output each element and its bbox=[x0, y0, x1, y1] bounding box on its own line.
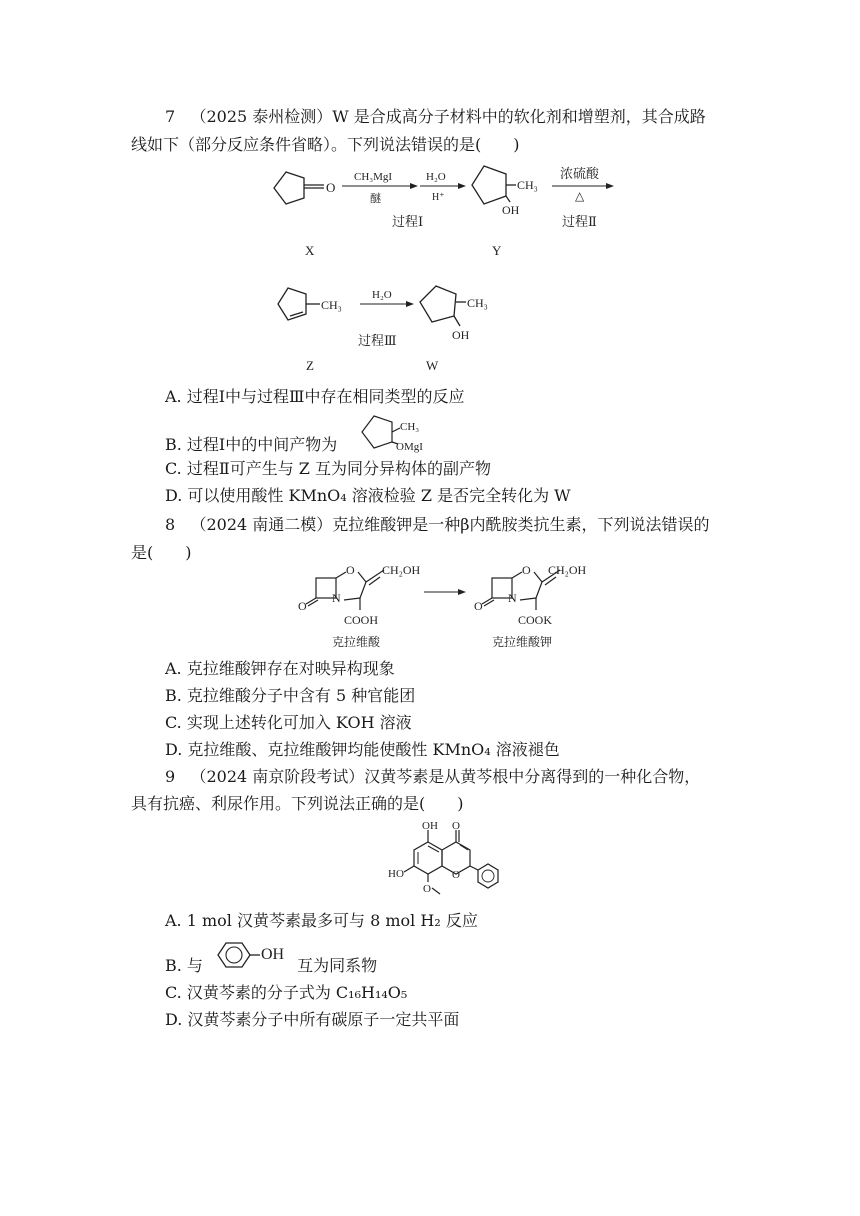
q8-option-c[interactable]: C. 实现上述转化可加入 KOH 溶液 bbox=[165, 713, 412, 732]
q9-number: 9 bbox=[165, 767, 176, 786]
label-x: X bbox=[305, 243, 315, 258]
q9-option-d[interactable]: D. 汉黄芩素分子中所有碳原子一定共平面 bbox=[165, 1010, 460, 1029]
clav-ring-o: O bbox=[346, 563, 355, 577]
label-z: Z bbox=[306, 358, 314, 373]
reagent1-top: CH₃MgI bbox=[354, 171, 393, 183]
q8-option-a[interactable]: A. 克拉维酸钾存在对映异构现象 bbox=[165, 659, 395, 678]
q9-option-b-prefix: B. 与 bbox=[165, 956, 203, 975]
wogonin-ring-o: O bbox=[452, 869, 460, 881]
z-ch3-label: CH₃ bbox=[321, 298, 342, 312]
reagent4-top: H₂O bbox=[372, 289, 392, 301]
x-ring bbox=[274, 172, 304, 204]
q7-stem-line1 bbox=[165, 106, 706, 128]
wogonin-ho: HO bbox=[388, 868, 404, 880]
q8-stem-line1 bbox=[165, 514, 710, 536]
wogonin-phenyl-ring bbox=[478, 864, 498, 888]
w-ring bbox=[420, 286, 456, 322]
q9-stem-text1: （2024 南京阶段考试）汉黄芩素是从黄芩根中分离得到的一种化合物， bbox=[190, 767, 701, 786]
q7-option-c[interactable]: C. 过程Ⅱ可产生与 Z 互为同分异构体的副产物 bbox=[165, 459, 492, 478]
label-w: W bbox=[426, 358, 439, 373]
reagent2-top: H₂O bbox=[426, 171, 446, 183]
y-ring bbox=[472, 166, 506, 204]
clav-ch2oh-label: CH₂OH bbox=[382, 563, 421, 577]
clav-n-label: N bbox=[332, 591, 341, 605]
q9-option-b-suffix: 互为同系物 bbox=[297, 956, 378, 975]
phenol-oh-label: OH bbox=[261, 946, 285, 963]
q8-stem-line2: 是( ) bbox=[131, 543, 192, 562]
q9-stem-line2: 具有抗癌、利尿作用。下列说法正确的是( ) bbox=[131, 794, 464, 813]
reagent2-bottom: H⁺ bbox=[432, 192, 445, 203]
w-ch3-label: CH₃ bbox=[467, 296, 488, 310]
q7-reaction-scheme-2 bbox=[276, 282, 496, 377]
k-clav-name: 克拉维酸钾 bbox=[492, 635, 553, 649]
reagent3-bottom: △ bbox=[575, 189, 585, 203]
step3-label: 过程Ⅲ bbox=[358, 333, 397, 348]
clav-name: 克拉维酸 bbox=[332, 635, 381, 649]
q7-option-a[interactable]: A. 过程Ⅰ中与过程Ⅲ中存在相同类型的反应 bbox=[165, 387, 465, 406]
label-y: Y bbox=[492, 243, 502, 258]
q9-option-b-phenol bbox=[208, 938, 292, 974]
q9-option-c[interactable]: C. 汉黄芩素的分子式为 C₁₆H₁₄O₅ bbox=[165, 983, 408, 1002]
wogonin-oh-top: OH bbox=[422, 820, 438, 832]
step1-label: 过程Ⅰ bbox=[392, 214, 424, 229]
omgi-label: OMgI bbox=[396, 441, 423, 453]
k-clav-ring-o: O bbox=[522, 563, 531, 577]
clav-cooh-label: COOH bbox=[344, 613, 379, 627]
q7-option-d[interactable]: D. 可以使用酸性 KMnO₄ 溶液检验 Z 是否完全转化为 W bbox=[165, 486, 571, 505]
q9-wogonin-structure bbox=[388, 818, 508, 898]
wogonin-methoxy-o: O bbox=[423, 883, 431, 895]
step2-label: 过程Ⅱ bbox=[562, 214, 597, 229]
q7-option-b-text: B. 过程Ⅰ中的中间产物为 bbox=[165, 435, 338, 454]
q8-option-d[interactable]: D. 克拉维酸、克拉维酸钾均能使酸性 KMnO₄ 溶液褪色 bbox=[165, 740, 560, 759]
k-clav-ch2oh-label: CH₂OH bbox=[548, 563, 587, 577]
wogonin-carbonyl-o: O bbox=[452, 820, 460, 832]
k-clav-ketone-o: O bbox=[474, 599, 483, 613]
k-clav-n-label: N bbox=[508, 591, 517, 605]
y-oh-label: OH bbox=[502, 203, 520, 217]
q8-reaction-scheme bbox=[296, 560, 596, 654]
q9-stem-line1 bbox=[165, 766, 700, 788]
q8-option-b[interactable]: B. 克拉维酸分子中含有 5 种官能团 bbox=[165, 686, 416, 705]
q7-option-b[interactable] bbox=[165, 434, 337, 456]
w-oh-label: OH bbox=[452, 328, 470, 342]
k-clav-cook-label: COOK bbox=[518, 613, 553, 627]
q8-stem-text1: （2024 南通二模）克拉维酸钾是一种β内酰胺类抗生素，下列说法错误的 bbox=[190, 515, 710, 534]
reagent3-top: 浓硫酸 bbox=[560, 166, 600, 181]
q7-stem-text1: （2025 泰州检测）W 是合成高分子材料中的软化剂和增塑剂，其合成路 bbox=[190, 107, 706, 126]
reagent1-bottom: 醚 bbox=[370, 193, 381, 205]
q7-reaction-scheme-1 bbox=[270, 160, 630, 260]
omgi-ch3-label: CH₃ bbox=[400, 421, 420, 433]
q7-option-b-structure bbox=[358, 408, 438, 456]
q8-number: 8 bbox=[165, 515, 176, 534]
q7-stem-line2: 线如下（部分反应条件省略）。下列说法错误的是( ) bbox=[131, 135, 520, 154]
q9-option-a[interactable]: A. 1 mol 汉黄芩素最多可与 8 mol H₂ 反应 bbox=[165, 911, 478, 930]
x-oxygen-label: O bbox=[326, 180, 336, 195]
q7-number: 7 bbox=[165, 107, 176, 126]
clav-ketone-o: O bbox=[298, 599, 307, 613]
y-ch3-label: CH₃ bbox=[517, 178, 538, 192]
